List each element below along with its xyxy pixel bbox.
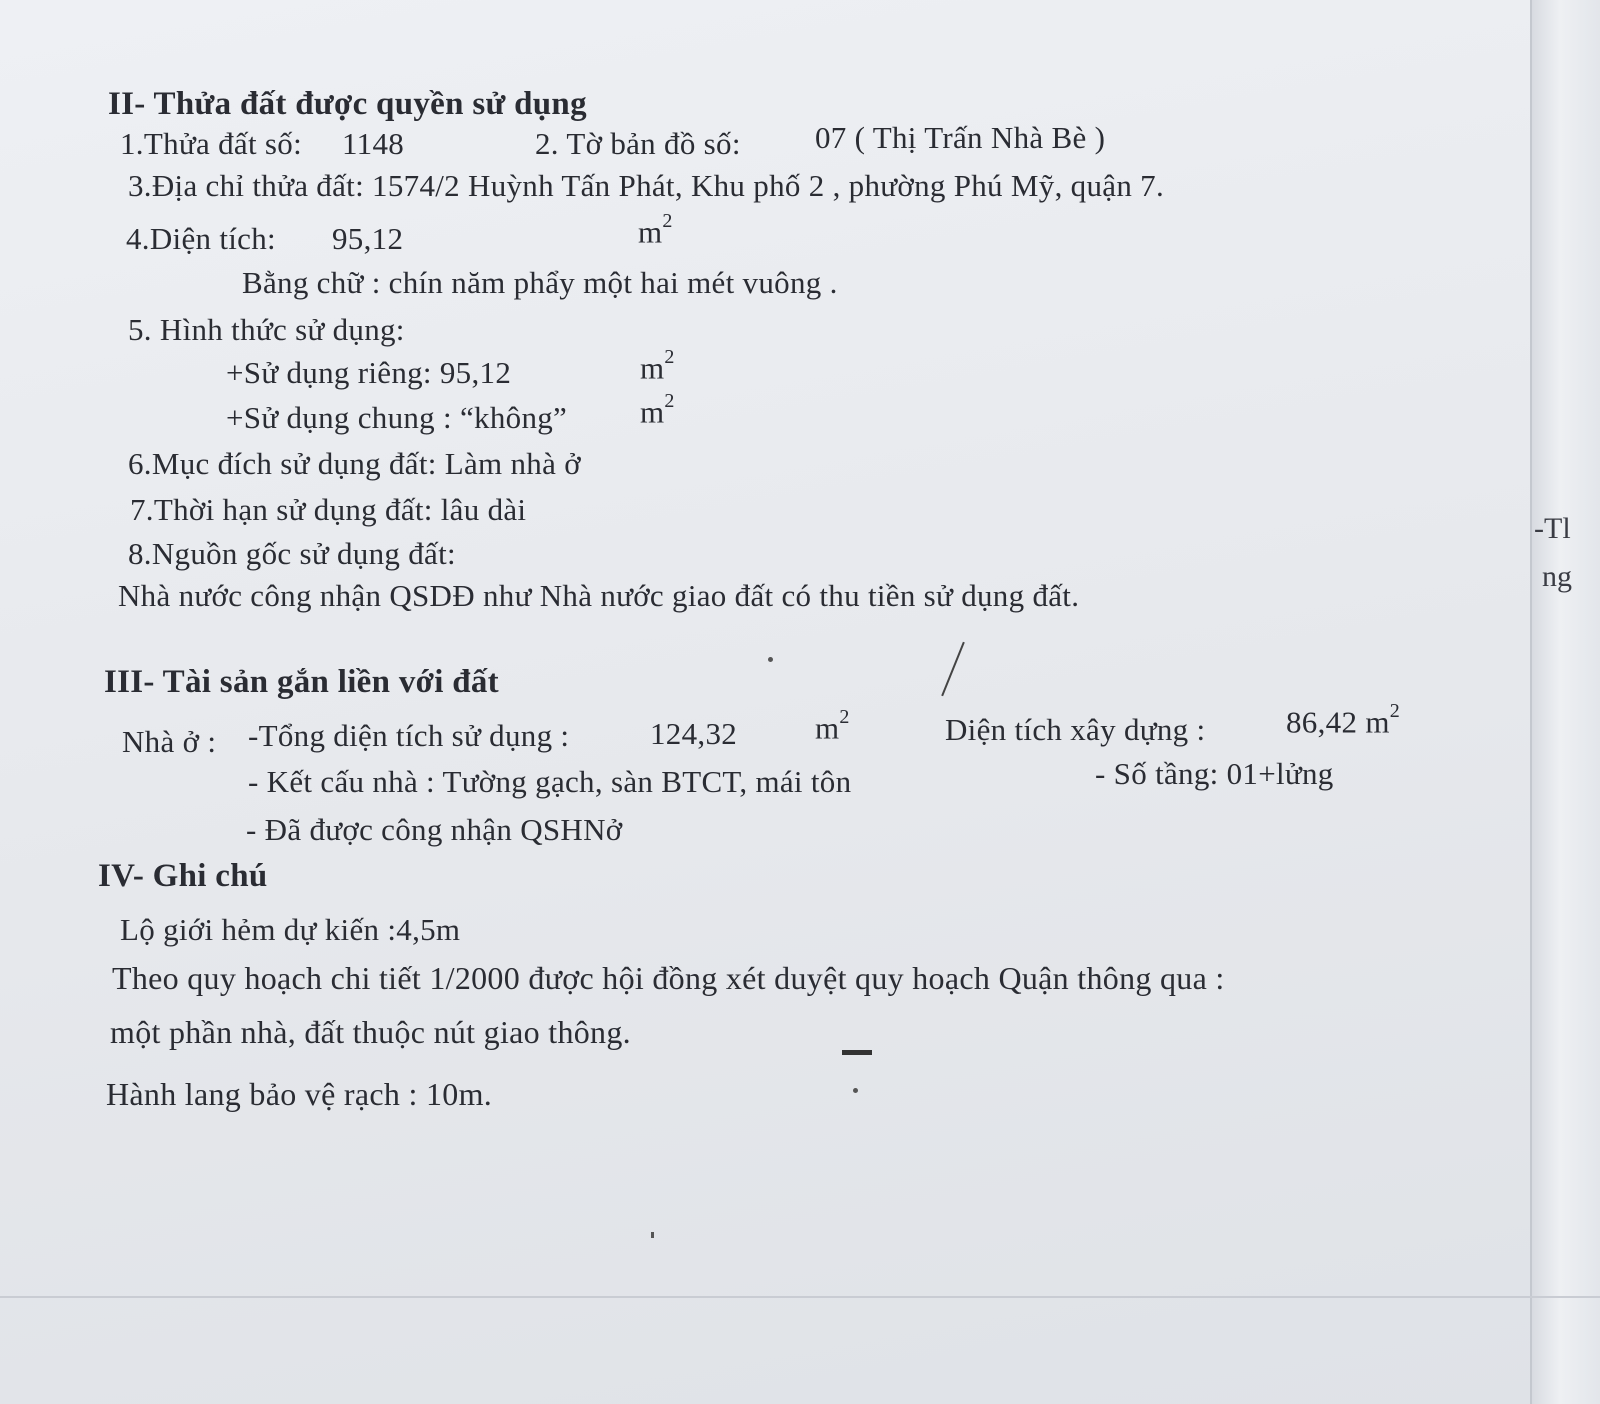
build-area-value: 86,42 $m^2$: [1286, 700, 1401, 740]
land-origin-label: 8.Nguồn gốc sử dụng đất:: [128, 536, 456, 571]
section-2-heading: II- Thửa đất được quyền sử dụng: [108, 86, 587, 122]
ownership-recognized: - Đã được công nhận QSHNở: [246, 812, 623, 847]
total-floor-area-label: -Tổng diện tích sử dụng :: [248, 718, 570, 753]
build-area-label: Diện tích xây dựng :: [945, 712, 1206, 747]
private-use-unit: $m^2$: [640, 346, 675, 386]
shared-use: +Sử dụng chung : “không”: [226, 400, 568, 435]
canal-corridor-note: Hành lang bảo vệ rạch : 10m.: [106, 1076, 493, 1112]
area-in-words: Bằng chữ : chín năm phẩy một hai mét vuông .: [242, 265, 838, 300]
parcel-number-value: 1148: [342, 126, 405, 161]
house-label: Nhà ở :: [122, 724, 217, 759]
adjacent-page-text-bottom: ng: [1542, 560, 1572, 593]
ink-dot: [768, 657, 773, 662]
adjacent-page-text-top: -Tl: [1534, 512, 1571, 545]
adjacent-page-edge: [1530, 0, 1600, 1404]
area-label: 4.Diện tích:: [126, 221, 276, 256]
alley-boundary-note: Lộ giới hẻm dự kiến :4,5m: [120, 912, 461, 947]
area-unit: $m^2$: [638, 210, 673, 250]
ink-smudge: [842, 1050, 872, 1055]
map-sheet-label: 2. Tờ bản đồ số:: [535, 126, 741, 161]
private-use: +Sử dụng riêng: 95,12: [226, 355, 512, 390]
section-3-heading: III- Tài sản gắn liền với đất: [104, 664, 499, 700]
parcel-number-label: 1.Thửa đất số:: [120, 126, 302, 161]
paper-fold-line: [0, 1296, 1600, 1298]
map-sheet-value: 07 ( Thị Trấn Nhà Bè ): [815, 120, 1106, 155]
ink-dot: [853, 1088, 858, 1093]
total-floor-area-unit: $m^2$: [815, 706, 850, 746]
parcel-address: 3.Địa chỉ thửa đất: 1574/2 Huỳnh Tấn Phát, Khu phố 2 , phường Phú Mỹ, quận 7.: [128, 168, 1165, 203]
house-structure: - Kết cấu nhà : Tường gạch, sàn BTCT, mái tôn: [248, 764, 852, 799]
usage-form-label: 5. Hình thức sử dụng:: [128, 312, 405, 347]
area-value: 95,12: [332, 221, 404, 256]
land-use-term: 7.Thời hạn sử dụng đất: lâu dài: [130, 492, 527, 527]
section-4-heading: IV- Ghi chú: [98, 858, 268, 894]
shared-use-unit: $m^2$: [640, 390, 675, 430]
floor-count: - Số tầng: 01+lửng: [1095, 756, 1334, 791]
land-use-purpose: 6.Mục đích sử dụng đất: Làm nhà ở: [128, 446, 581, 481]
ink-dot: [651, 1232, 654, 1238]
planning-note-line-1: Theo quy hoạch chi tiết 1/2000 được hội đồng xét duyệt quy hoạch Quận thông qua :: [112, 960, 1225, 996]
pen-stroke: [941, 642, 965, 697]
total-floor-area-value: 124,32: [650, 716, 738, 751]
land-origin-value: Nhà nước công nhận QSDĐ như Nhà nước giao đất có thu tiền sử dụng đất.: [118, 578, 1080, 613]
planning-note-line-2: một phần nhà, đất thuộc nút giao thông.: [110, 1014, 631, 1050]
